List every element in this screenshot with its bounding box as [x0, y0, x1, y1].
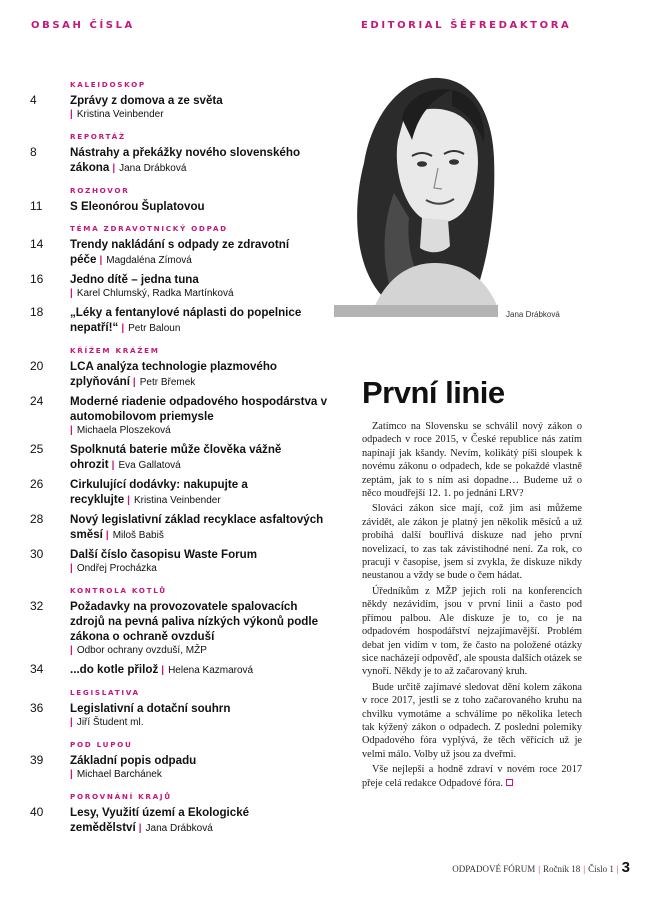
toc-title-text: „Léky a fentanylové náplasti do popelnice nepatří!“ — [70, 306, 302, 334]
toc-title-text: S Eleonórou Šuplatovou — [70, 200, 205, 213]
toc-entry-body — [70, 753, 330, 782]
toc-title-text: Nový legislativní základ recyklace asfaltových směsí — [70, 513, 324, 541]
toc-title-text: Požadavky na provozovatele spalovacích zdrojů na pevná paliva nízkých výkonů podle zákona o ochraně ovzduší — [70, 600, 319, 643]
toc-entry-author — [70, 288, 234, 299]
toc-entry-title — [70, 305, 330, 336]
toc-page-number: 30 — [30, 547, 44, 561]
editorial-paragraph-text: Zatímco na Slovensku se schválil nový zákon o odpadech v roce 2015, v České republice nás zatím napínají jak kšandy. Nevím, kolikátý píši sloupek k novému zákonu o odpadech, kde se pokaždé vlastně zeptám, jak to s ním asi dopadne… Budeme už o něco moudřejší 12. 1. po jednání LRV? — [362, 421, 582, 500]
toc-entry-body — [70, 305, 330, 336]
toc-author-name: Helena Kazmarová — [168, 665, 254, 676]
author-separator: | — [70, 288, 73, 299]
toc-section-label: KALEIDOSKOP — [70, 80, 146, 89]
toc-entry[interactable] — [30, 805, 330, 836]
toc-title-text: Zprávy z domova a ze světa — [70, 94, 223, 107]
toc-entry-author — [130, 377, 195, 388]
toc-author-name: Miloš Babiš — [112, 530, 164, 541]
toc-author-name: Karel Chlumský, Radka Martínková — [76, 288, 234, 299]
toc-entry-body — [70, 547, 330, 576]
toc-author-name: Magdaléna Zímová — [106, 255, 192, 266]
toc-section-label: LEGISLATIVA — [70, 688, 140, 697]
author-separator: | — [105, 530, 109, 541]
footer-issue: Číslo 1 — [588, 864, 614, 874]
toc-author-name: Michael Barchánek — [76, 769, 162, 780]
toc-entry[interactable] — [30, 305, 330, 336]
toc-author-name: Jana Drábková — [119, 163, 187, 174]
author-separator: | — [70, 717, 73, 728]
author-separator: | — [161, 665, 165, 676]
author-separator: | — [99, 255, 103, 266]
footer-volume: Ročník 18 — [543, 864, 581, 874]
author-separator: | — [111, 460, 115, 471]
toc-author-name: Odbor ochrany ovzduší, MŽP — [76, 645, 207, 656]
toc-page-number: 11 — [30, 199, 43, 213]
footer-magazine: ODPADOVÉ FÓRUM — [452, 864, 536, 874]
toc-author-name: Petr Břemek — [139, 377, 196, 388]
toc-entry-author — [118, 323, 180, 334]
toc-entry-title — [70, 477, 330, 508]
toc-entry-title — [70, 753, 330, 768]
editorial-paragraph — [362, 420, 582, 500]
toc-author-line — [70, 716, 330, 730]
toc-entry-title — [70, 145, 330, 176]
page-number: 3 — [621, 859, 630, 876]
toc-author-name: Ondřej Procházka — [76, 563, 157, 574]
toc-page-number: 20 — [30, 359, 44, 373]
toc-author-line — [70, 424, 330, 438]
toc-entry-body — [70, 805, 330, 836]
toc-title-text: ...do kotle přilož — [70, 663, 159, 676]
toc-title-text: Spolknutá baterie může člověka vážně ohrozit — [70, 443, 282, 471]
toc-entry-body — [70, 199, 330, 214]
toc-entry-title — [70, 805, 330, 836]
toc-page-number: 34 — [30, 662, 44, 676]
toc-page-number: 18 — [30, 305, 44, 319]
author-separator: | — [70, 425, 73, 436]
author-separator: | — [121, 323, 125, 334]
toc-title-text: Další číslo časopisu Waste Forum — [70, 548, 258, 561]
editorial-body — [362, 420, 582, 792]
toc-entry-body — [70, 477, 330, 508]
toc-author-name: Jana Drábková — [145, 823, 213, 834]
toc-entry[interactable] — [30, 477, 330, 508]
toc-entry-body — [70, 599, 330, 658]
toc-entry-title — [70, 199, 330, 214]
toc-page-number: 39 — [30, 753, 44, 767]
toc-entry-title — [70, 359, 330, 390]
toc-section-label: POROVNÁNÍ KRAJŮ — [70, 792, 172, 801]
toc-author-line — [70, 108, 330, 122]
toc-entry[interactable] — [30, 753, 330, 782]
toc-author-name: Eva Gallatová — [118, 460, 181, 471]
editorial-paragraph-text: Úředníkům z MŽP jejich roli na konferencích někdy nezávidím, jsou v první linii a často pod přímou palbou. Ale diskuze je to, co je na odpadovém hospodářství nejzajímavější. Problém debat jen vidím v tom, že často na položené otázky sice nacházejí odpověď, ale spousta dalších otázek se vynoří. Někdy je to až začarovaný kruh. — [362, 585, 582, 678]
toc-entry-author — [109, 460, 181, 471]
toc-page-number: 28 — [30, 512, 44, 526]
toc-entry[interactable] — [30, 199, 330, 214]
toc-entry-title — [70, 701, 330, 716]
toc-section-label: TÉMA ZDRAVOTNICKÝ ODPAD — [70, 224, 228, 233]
editorial-paragraph — [362, 763, 582, 790]
toc-entry-author — [96, 255, 191, 266]
editorial-paragraph-text: Bude určitě zajímavé sledovat dění kolem zákona v roce 2017, jestli se z toho začarovaného kruhu na chvilku vymotáme a schválíme po několika letech tak kýžený zákon o odpadech. Z poslední polemiky Odpadového fóra vyplývá, že těch věřících už je velmi málo. Volby už jsou za dveřmi. — [362, 681, 582, 760]
toc-entry[interactable] — [30, 272, 330, 301]
toc-page-number: 16 — [30, 272, 44, 286]
editorial-paragraph — [362, 681, 582, 761]
toc-header: OBSAH ČÍSLA — [31, 20, 135, 31]
toc-page-number: 4 — [30, 93, 37, 107]
toc-page-number: 24 — [30, 394, 44, 408]
toc-page-number: 32 — [30, 599, 44, 613]
toc-entry-author — [70, 717, 144, 728]
editorial-paragraph — [362, 502, 582, 582]
toc-entry[interactable] — [30, 145, 330, 176]
toc-page-number: 8 — [30, 145, 37, 159]
toc-entry-author — [70, 645, 207, 656]
toc-entry-author — [124, 495, 221, 506]
toc-entry[interactable] — [30, 93, 330, 122]
page-footer: ODPADOVÉ FÓRUM | Ročník 18 | Číslo 1 | 3 — [452, 859, 630, 876]
toc-page-number: 26 — [30, 477, 44, 491]
toc-entry-body — [70, 512, 330, 543]
toc-author-line — [70, 644, 330, 658]
toc-entry[interactable] — [30, 701, 330, 730]
toc-entry-title — [70, 394, 330, 424]
toc-entry-author — [70, 425, 171, 436]
toc-title-text: Legislativní a dotační souhrn — [70, 702, 231, 715]
toc-title-text: Trendy nakládání s odpady ze zdravotní péče — [70, 238, 290, 266]
toc-title-text: Nástrahy a překážky nového slovenského zákona — [70, 146, 301, 174]
toc-entry-title — [70, 442, 330, 473]
toc-author-line — [70, 287, 330, 301]
editorial-paragraph-text: Vše nejlepší a hodně zdraví v novém roce 2017 přeje celá redakce Odpadové fóra. — [362, 764, 582, 789]
toc-section-label: KONTROLA KOTLŮ — [70, 586, 167, 595]
toc-page-number: 14 — [30, 237, 44, 251]
toc-entry[interactable] — [30, 359, 330, 390]
toc-section-label: POD LUPOU — [70, 740, 133, 749]
toc-entry[interactable] — [30, 599, 330, 658]
toc-title-text: Jedno dítě – jedna tuna — [70, 273, 199, 286]
toc-entry-body — [70, 442, 330, 473]
toc-author-name: Jiří Študent ml. — [76, 717, 144, 728]
toc-entry[interactable] — [30, 237, 330, 268]
toc-page-number: 40 — [30, 805, 44, 819]
toc-entry-title — [70, 237, 330, 268]
editorial-paragraph — [362, 585, 582, 679]
toc-entry-title — [70, 272, 330, 287]
toc-entry[interactable] — [30, 442, 330, 473]
author-separator: | — [70, 645, 73, 656]
author-separator: | — [132, 377, 136, 388]
toc-title-text: Cirkulující dodávky: nakupujte a recyklujte — [70, 478, 248, 506]
toc-entry-body — [70, 145, 330, 176]
toc-entry-body — [70, 394, 330, 438]
toc-author-name: Michaela Ploszeková — [76, 425, 171, 436]
author-separator: | — [70, 563, 73, 574]
editorial-title: První linie — [362, 375, 505, 410]
toc-title-text: Moderné riadenie odpadového hospodárstva v automobilovom priemysle — [70, 395, 328, 423]
toc-entry-author — [70, 109, 164, 120]
toc-author-name: Kristina Veinbender — [133, 495, 221, 506]
author-separator: | — [70, 769, 73, 780]
toc-author-name: Petr Baloun — [128, 323, 181, 334]
editorial-paragraph-text: Slováci zákon sice mají, což jim asi můžeme závidět, ale zákon je platný jen několik měsíců a už probíhá další bouřlivá diskuze nad jeho první novelizací, to zas tak závistihodné není. Za rok, co pracuji v časopise, jsem si zvykla, že diskuze nikdy neustanou a vždy se bude o čem hádat. — [362, 503, 582, 582]
toc-entry-author — [136, 823, 213, 834]
toc-entry-title — [70, 512, 330, 543]
author-separator: | — [138, 823, 142, 834]
toc-entry-body — [70, 701, 330, 730]
toc-author-line — [70, 768, 330, 782]
toc-entry-author — [70, 769, 162, 780]
toc-title-text: LCA analýza technologie plazmového zplyňování — [70, 360, 278, 388]
toc-page-number: 25 — [30, 442, 44, 456]
toc-entry-title — [70, 599, 330, 644]
toc-title-text: Lesy, Využití území a Ekologické zemědělství — [70, 806, 250, 834]
toc-entry[interactable] — [30, 547, 330, 576]
toc-entry-author — [158, 665, 253, 676]
toc-entry-title — [70, 93, 330, 108]
toc-page-number: 36 — [30, 701, 44, 715]
toc-title-text: Základní popis odpadu — [70, 754, 197, 767]
toc-section-label: REPORTÁŽ — [70, 132, 126, 141]
end-mark-icon — [506, 779, 513, 786]
toc-entry-body — [70, 93, 330, 122]
table-of-contents — [30, 80, 330, 836]
toc-entry-body — [70, 272, 330, 301]
toc-entry-author — [70, 563, 157, 574]
portrait-caption: Jana Drábková — [506, 310, 560, 319]
toc-entry-title — [70, 547, 330, 562]
toc-entry[interactable] — [30, 662, 330, 678]
toc-author-name: Kristina Veinbender — [76, 109, 164, 120]
editorial-header: EDITORIAL ŠÉFREDAKTORA — [361, 20, 572, 31]
toc-entry[interactable] — [30, 512, 330, 543]
editor-portrait-illustration — [334, 68, 498, 308]
toc-entry-title — [70, 662, 330, 678]
author-separator: | — [112, 163, 116, 174]
toc-entry-body — [70, 359, 330, 390]
toc-entry-body — [70, 237, 330, 268]
author-separator: | — [127, 495, 130, 506]
toc-section-label: ROZHOVOR — [70, 186, 130, 195]
photo-bar — [334, 305, 498, 317]
toc-entry-body — [70, 662, 330, 678]
author-separator: | — [70, 109, 73, 120]
toc-entry-author — [103, 530, 164, 541]
toc-entry-author — [109, 163, 186, 174]
toc-entry[interactable] — [30, 394, 330, 438]
toc-author-line — [70, 562, 330, 576]
toc-section-label: KŘÍŽEM KRÁŽEM — [70, 346, 160, 355]
